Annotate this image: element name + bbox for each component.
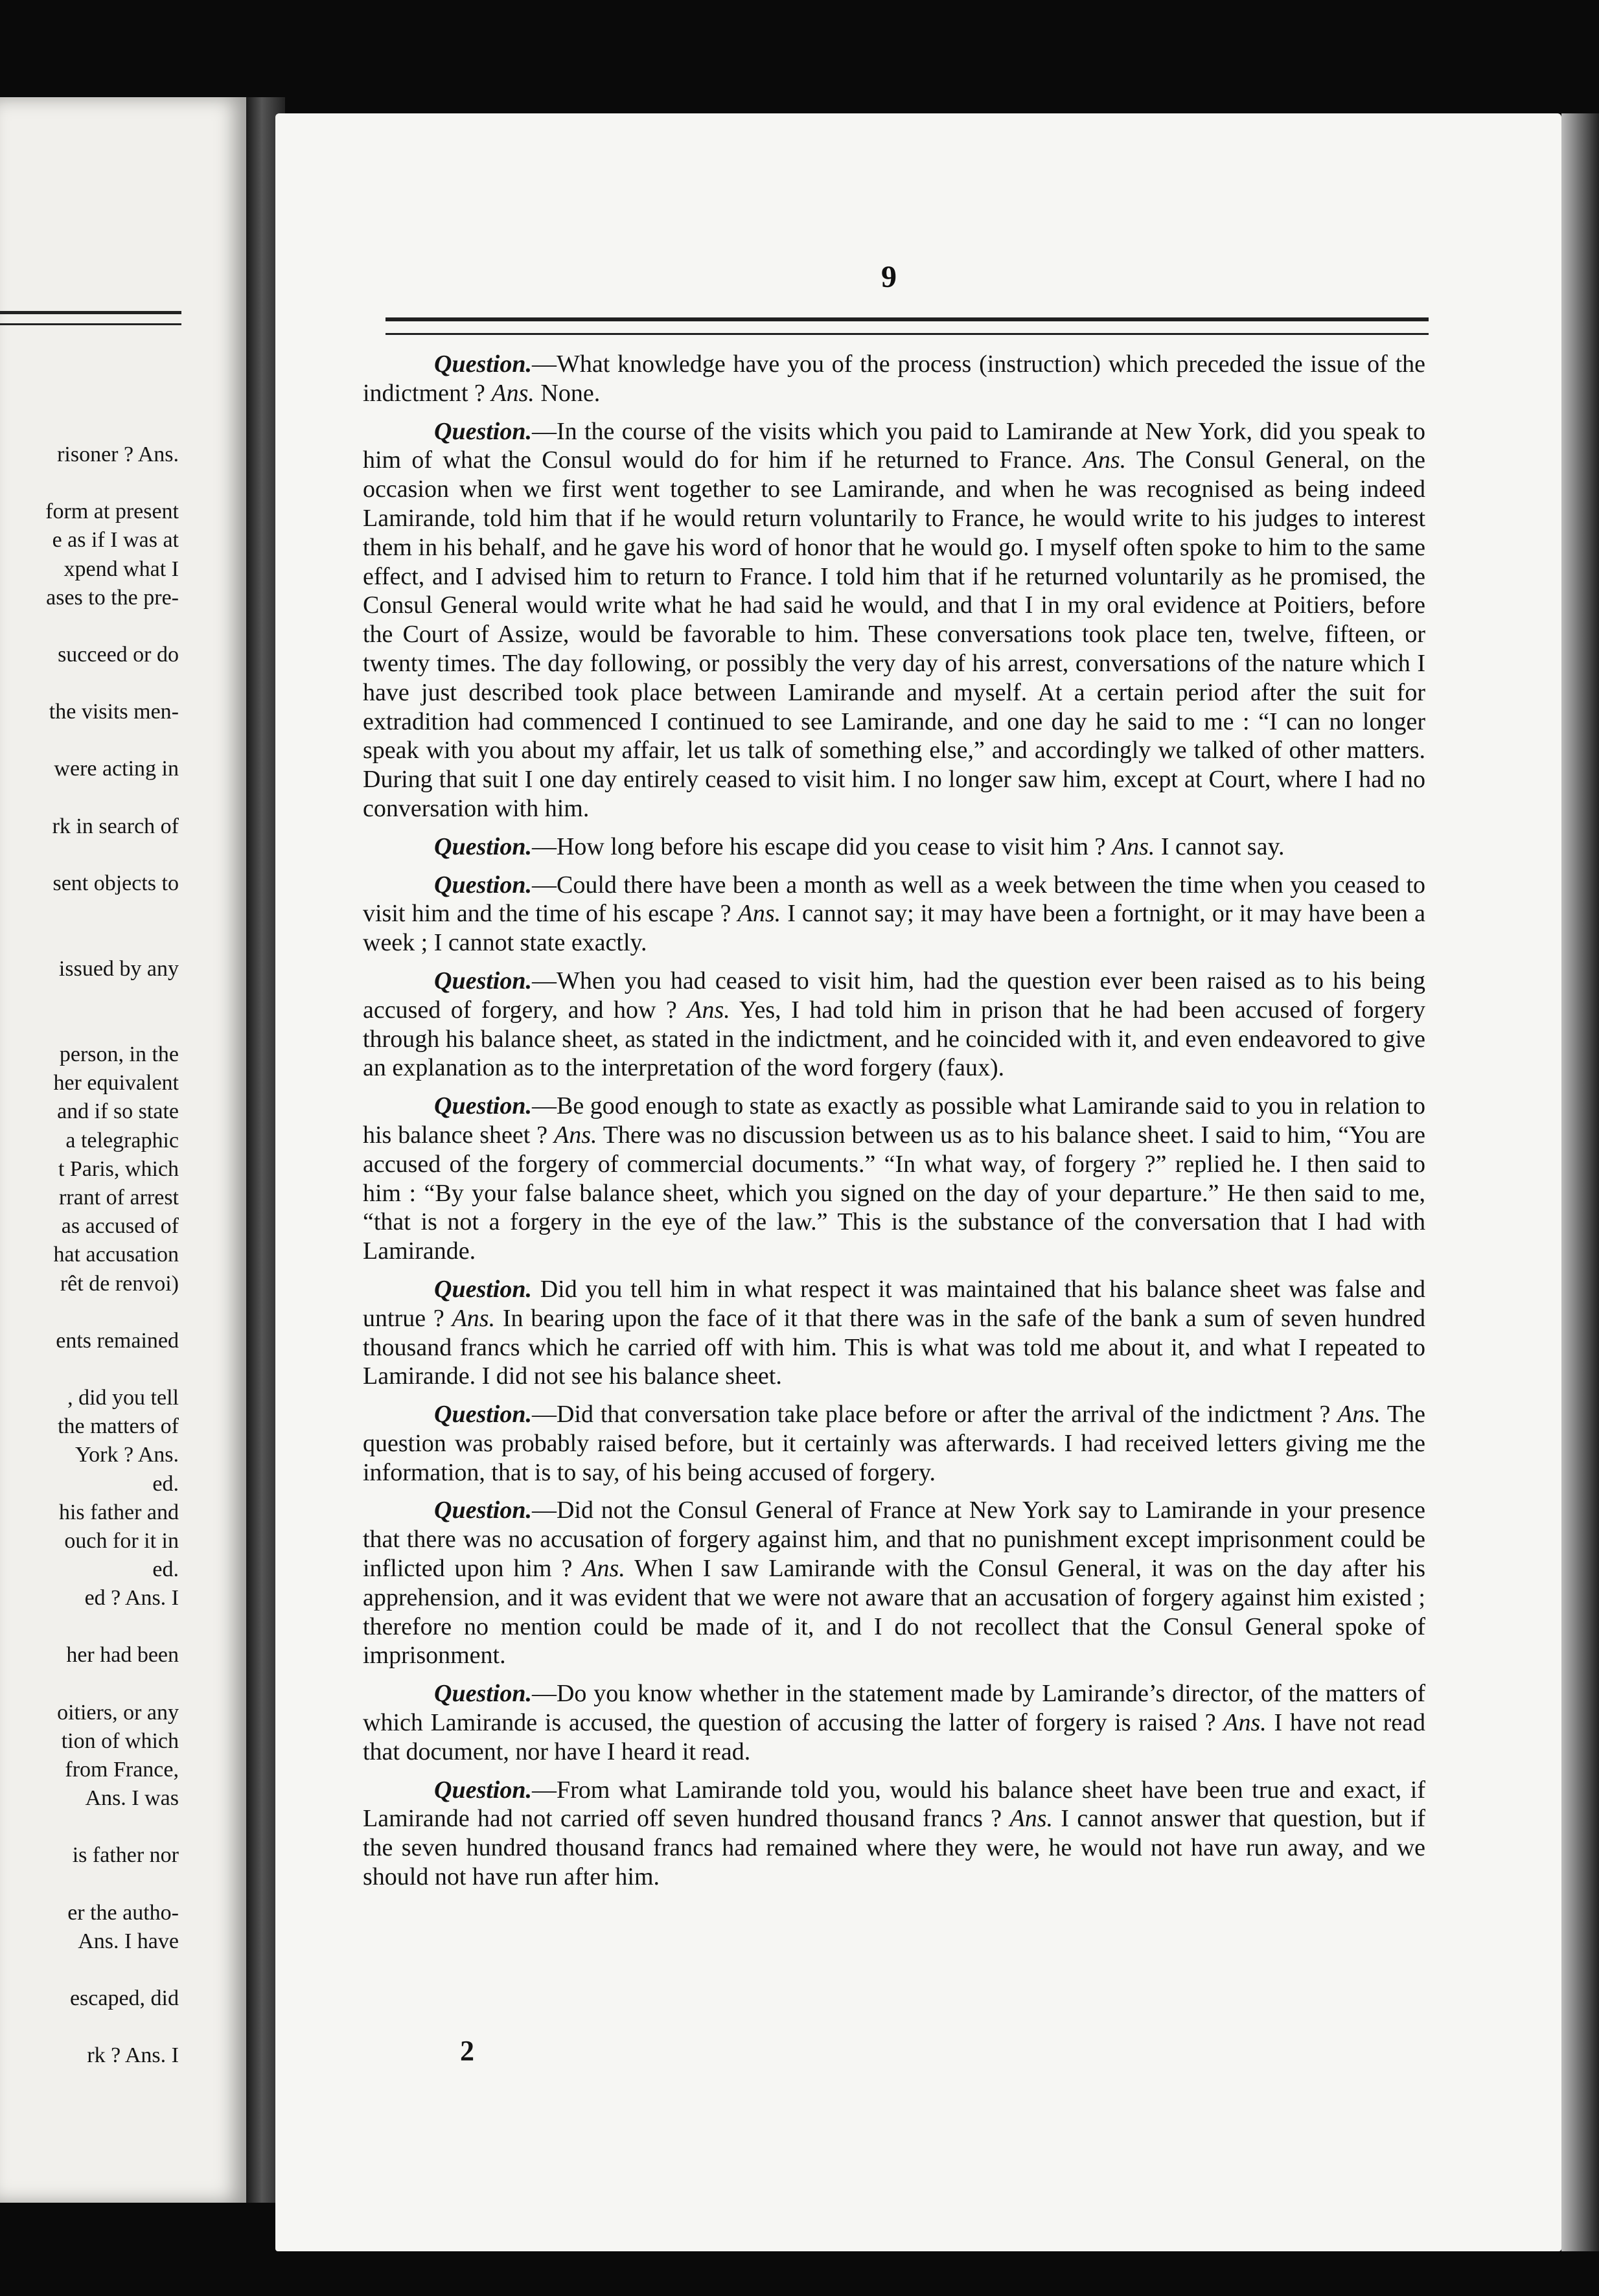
left-page-line: succeed or do bbox=[58, 642, 179, 667]
answer-text: There was no discussion between us as to his balance sheet. I said to him, “You are accused of the forgery of commercial documents.” “In what way, of forgery ?” replied he. I then said to him : “By your false balance sheet, which you signed on the day of your departure.” He then said to me, “that is not a forgery in the eye of the law.” This is the substance of the conversation that I had with Lamirande. bbox=[363, 1121, 1425, 1265]
question-label: Question. bbox=[434, 832, 532, 860]
left-page-line: hat accusation bbox=[53, 1243, 179, 1267]
left-page-line: Ans. I was bbox=[85, 1786, 179, 1811]
question-text: —Did that conversation take place before or after the arrival of the indictment ? bbox=[531, 1401, 1331, 1429]
left-page-line: escaped, did bbox=[69, 1986, 179, 2010]
question-label: Question. bbox=[434, 1275, 532, 1303]
left-page-line: were acting in bbox=[54, 757, 179, 781]
left-page-line: issued by any bbox=[58, 956, 179, 981]
answer-label: Ans. bbox=[452, 1304, 496, 1332]
left-facing-page bbox=[0, 97, 246, 2203]
left-page-line: form at present bbox=[45, 499, 179, 524]
left-page-line: e as if I was at bbox=[52, 528, 179, 553]
left-page-gap bbox=[0, 726, 179, 755]
qa-paragraph bbox=[363, 871, 1425, 958]
answer-text: I have not read that document, nor have I heard it read. bbox=[363, 1709, 1425, 1765]
left-page-line: ases to the pre- bbox=[46, 585, 179, 610]
left-page-line: the visits men- bbox=[49, 700, 179, 724]
left-page-line: her had been bbox=[66, 1643, 179, 1668]
left-page-gap bbox=[0, 983, 179, 1012]
answer-text: The question was probably raised before, but it certainly was afterwards. I had received letters giving me the information, that is to say, of his being accused of forgery. bbox=[363, 1401, 1425, 1486]
answer-text: In bearing upon the face of it that there was in the safe of the bank a sum of seven hundred thousand francs which he carried off with him. This is what was told me about it, and what I repeated to Lamirande. I did not see his balance sheet. bbox=[363, 1304, 1426, 1390]
left-page-line: from France, bbox=[65, 1758, 179, 1782]
qa-paragraph bbox=[363, 1496, 1425, 1670]
question-text: —Be good enough to state as exactly as possible what Lamirande said to you in relation to his balance sheet ? bbox=[363, 1092, 1425, 1149]
left-page-gap bbox=[0, 1670, 179, 1699]
question-label: Question. bbox=[434, 1401, 532, 1429]
left-page-line: York ? Ans. bbox=[75, 1443, 179, 1467]
left-page-line: xpend what I bbox=[63, 557, 179, 581]
qa-paragraph bbox=[363, 1400, 1425, 1487]
left-page-gap bbox=[0, 784, 179, 812]
left-page-line: and if so state bbox=[57, 1099, 179, 1124]
header-double-rule bbox=[385, 317, 1429, 335]
left-page-line: rrant of arrest bbox=[58, 1186, 179, 1210]
answer-label: Ans. bbox=[1083, 446, 1127, 474]
question-text: Did you tell him in what respect it was maintained that his balance sheet was false and untrue ? bbox=[363, 1275, 1425, 1332]
question-text: —In the course of the visits which you paid to Lamirande at New York, did you speak to him of what the Consul would do for him if he returned to France. bbox=[363, 417, 1425, 474]
left-page-line: ouch for it in bbox=[64, 1528, 179, 1553]
left-page-line: his father and bbox=[58, 1500, 179, 1524]
answer-label: Ans. bbox=[1111, 832, 1155, 860]
body-text bbox=[363, 350, 1425, 1901]
question-text: —Did not the Consul General of France at New York say to Lamirande in your presence that there was no accusation of forgery against him, and that no punishment except imprisonment could be inflicted upon him ? bbox=[363, 1497, 1425, 1583]
left-page-gap bbox=[0, 669, 179, 698]
left-page-text bbox=[0, 441, 179, 2070]
page-edge-shadow bbox=[1561, 113, 1599, 2251]
answer-text: Yes, I had told him in prison that he had been accused of forgery through his balance sheet, as stated in the indictment, and he coincided with it, and even endeavored to give an explanation as to the interpretation of the word forgery (faux). bbox=[363, 996, 1425, 1082]
answer-label: Ans. bbox=[1009, 1805, 1053, 1833]
left-page-line: rk in search of bbox=[52, 814, 179, 838]
left-page-line: a telegraphic bbox=[65, 1128, 179, 1153]
answer-label: Ans. bbox=[687, 996, 730, 1024]
qa-paragraph bbox=[363, 1275, 1425, 1391]
answer-text: I cannot say; it may have been a fortnight, or it may have been a week ; I cannot state exactly. bbox=[363, 900, 1425, 957]
left-page-line: ed ? Ans. I bbox=[84, 1586, 179, 1611]
answer-text: When I saw Lamirande with the Consul General, it was on the day after his apprehension, and it was evident that we were not aware that an accusation of forgery against him existed ; therefore no mention could be made of it, and I do not recollect that the Consul General spoke of imprisonment. bbox=[363, 1555, 1426, 1670]
answer-text: I cannot say. bbox=[1160, 832, 1285, 860]
qa-paragraph bbox=[363, 967, 1425, 1083]
question-text: —When you had ceased to visit him, had the question ever been raised as to his being accused of forgery, and how ? bbox=[363, 967, 1425, 1024]
left-page-gap bbox=[0, 926, 179, 955]
qa-paragraph bbox=[363, 417, 1425, 823]
answer-label: Ans. bbox=[737, 900, 781, 928]
left-page-gap bbox=[0, 1012, 179, 1040]
left-page-line: as accused of bbox=[61, 1214, 179, 1239]
qa-paragraph bbox=[363, 832, 1425, 862]
question-text: —What knowledge have you of the process (instruction) which preceded the issue of the indictment ? bbox=[363, 350, 1425, 407]
qa-paragraph bbox=[363, 1679, 1425, 1766]
answer-text: None. bbox=[540, 379, 601, 407]
left-page-line: ed. bbox=[152, 1557, 179, 1582]
left-page-gap bbox=[0, 841, 179, 869]
answer-label: Ans. bbox=[582, 1555, 625, 1583]
left-page-line: the matters of bbox=[58, 1414, 179, 1439]
question-text: —Could there have been a month as well as a week between the time when you ceased to visit him and the time of his escape ? bbox=[363, 871, 1425, 928]
question-label: Question. bbox=[434, 1776, 532, 1804]
question-label: Question. bbox=[434, 1680, 532, 1708]
left-page-line: oitiers, or any bbox=[57, 1700, 179, 1725]
answer-label: Ans. bbox=[491, 379, 535, 407]
left-page-gap bbox=[0, 1613, 179, 1641]
left-page-line: Ans. I have bbox=[78, 1929, 179, 1953]
question-label: Question. bbox=[434, 967, 532, 994]
left-page-gap bbox=[0, 2013, 179, 2041]
left-page-line: sent objects to bbox=[52, 871, 179, 895]
left-page-gap bbox=[0, 1870, 179, 1899]
left-page-line: rêt de renvoi) bbox=[60, 1271, 179, 1296]
left-page-line: t Paris, which bbox=[58, 1156, 179, 1181]
left-page-line: person, in the bbox=[59, 1042, 179, 1067]
left-page-line: is father nor bbox=[72, 1843, 179, 1868]
signature-mark: 2 bbox=[460, 2035, 474, 2067]
left-page-line: , did you tell bbox=[67, 1385, 179, 1410]
answer-text: The Consul General, on the occasion when we first went together to see Lamirande, and when he was recognised as being indeed Lamirande, told him that if he would return voluntarily to France, he would write to his judges to interest them in his behalf, and he gave his word of honor that he would go. I myself often spoke to him to the same effect, and I advised him to return to France. I told him that if he returned voluntarily as he promised, the Consul General would write what he had said he would, and that I in my oral evidence at Poitiers, before the Court of Assize, would be favorable to him. These conversations took place ten, twelve, fifteen, or twenty times. The day following, or possibly the very day of his arrest, conversations of the nature which I have just described took place between Lamirande and myself. At a certain period after the suit for extradition had commenced I continued to see Lamirande, and one day he said to me : “I can no longer speak with you about my affair, let us talk of something else,” and accordingly we talked of other matters. During that suit I one day entirely ceased to visit him. I no longer saw him, except at Court, where I had no conversation with him. bbox=[363, 446, 1426, 822]
left-page-gap bbox=[0, 1355, 179, 1384]
left-page-line: tion of which bbox=[61, 1728, 179, 1753]
left-page-gap bbox=[0, 1956, 179, 1984]
left-page-line: er the autho- bbox=[67, 1900, 179, 1925]
left-page-gap bbox=[0, 612, 179, 641]
left-page-line: ed. bbox=[152, 1471, 179, 1496]
left-page-line: her equivalent bbox=[53, 1071, 179, 1096]
answer-label: Ans. bbox=[554, 1121, 597, 1149]
left-page-gap bbox=[0, 898, 179, 926]
left-page-line: ents remained bbox=[56, 1328, 179, 1353]
left-header-rule bbox=[0, 311, 181, 325]
page-number: 9 bbox=[881, 260, 897, 294]
left-page-gap bbox=[0, 1298, 179, 1327]
left-page-gap bbox=[0, 1813, 179, 1841]
question-text: —How long before his escape did you cease to visit him ? bbox=[531, 832, 1106, 860]
answer-text: I cannot answer that question, but if the seven hundred thousand francs had remained where they were, he would not have run away, and we should not have run after him. bbox=[363, 1805, 1426, 1891]
qa-paragraph bbox=[363, 350, 1425, 408]
question-label: Question. bbox=[434, 871, 532, 899]
question-label: Question. bbox=[434, 1092, 532, 1120]
left-page-line: rk ? Ans. I bbox=[87, 2043, 179, 2068]
left-page-gap bbox=[0, 469, 179, 498]
question-label: Question. bbox=[434, 417, 532, 445]
answer-label: Ans. bbox=[1223, 1709, 1267, 1737]
question-label: Question. bbox=[434, 1497, 532, 1524]
qa-paragraph bbox=[363, 1776, 1425, 1892]
question-text: —From what Lamirande told you, would his balance sheet have been true and exact, if Lamirande had not carried off seven hundred thousand francs ? bbox=[363, 1776, 1425, 1833]
qa-paragraph bbox=[363, 1092, 1425, 1266]
question-label: Question. bbox=[434, 350, 532, 378]
question-text: —Do you know whether in the statement made by Lamirande’s director, of the matters of which Lamirande is accused, the question of accusing the latter of forgery is raised ? bbox=[363, 1680, 1425, 1737]
answer-label: Ans. bbox=[1337, 1401, 1381, 1429]
left-page-line: risoner ? Ans. bbox=[57, 442, 179, 466]
